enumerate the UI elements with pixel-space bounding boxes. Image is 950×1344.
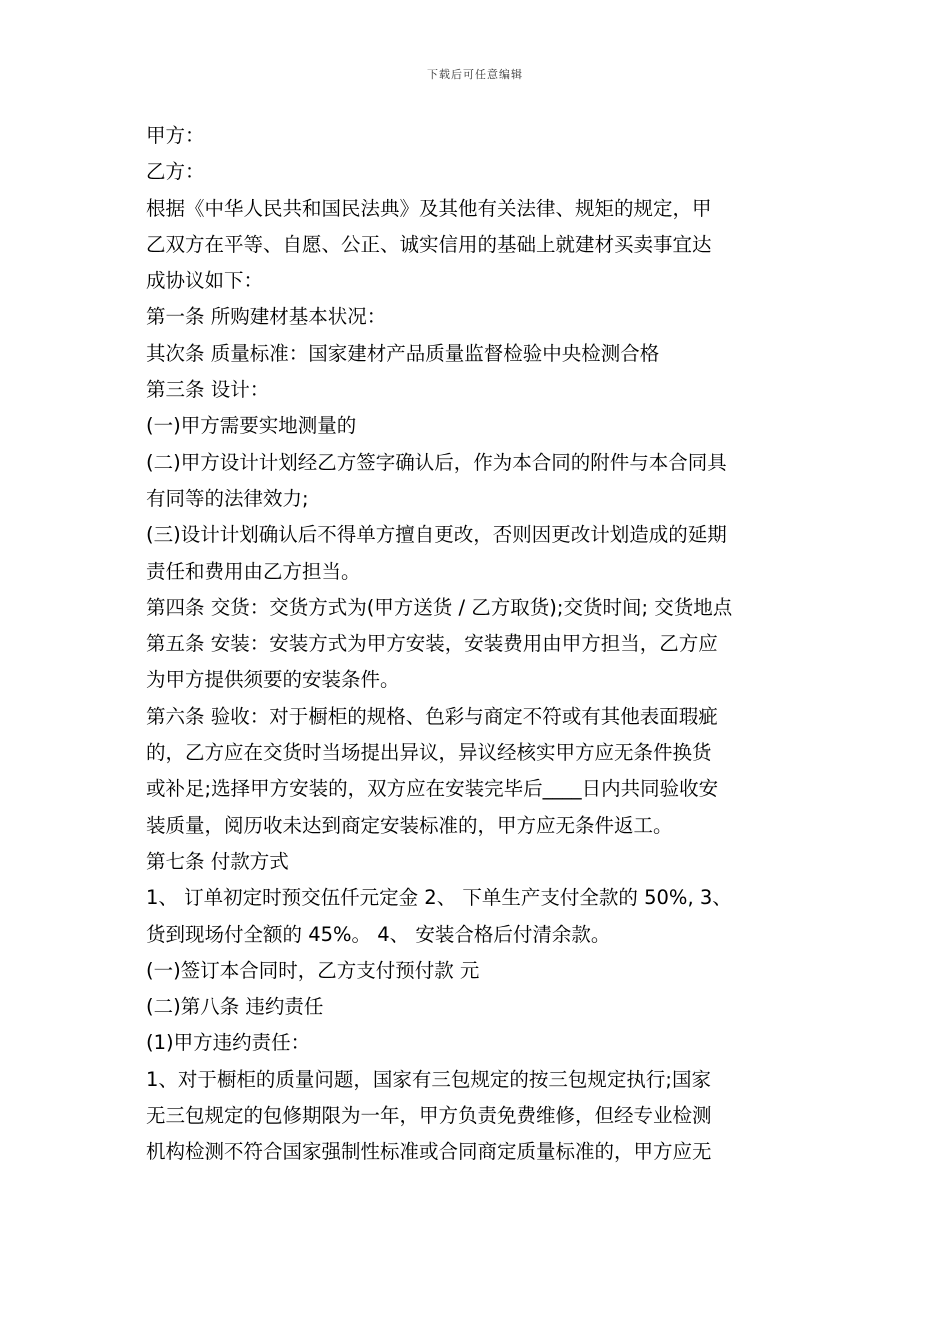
- document-body: [146, 118, 812, 1171]
- article-1-line: 第一条 所购建材基本状况：: [146, 305, 387, 329]
- preamble-line: 乙双方在平等、自愿、公正、诚实信用的基础上就建材买卖事宜达: [146, 232, 712, 256]
- payment-terms-line: 1、 订单初定时预交伍仟元定金 2、 下单生产支付全款的 50%, 3、: [146, 886, 732, 910]
- article-3-item-line: (一)甲方需要实地测量的: [146, 414, 357, 438]
- article-2-line: 其次条 质量标准：国家建材产品质量监督检验中央检测合格: [146, 341, 660, 365]
- article-8-line: (二)第八条 违约责任: [146, 995, 324, 1019]
- preamble-line: 根据《中华人民共和国民法典》及其他有关法律、规矩的规定，甲: [146, 196, 712, 220]
- party-b-line: 乙方：: [146, 160, 205, 184]
- article-6-line: 或补足;选择甲方安装的，双方应在安装完毕后____日内共同验收安: [146, 777, 719, 801]
- preamble-line: 成协议如下：: [146, 269, 264, 293]
- payment-terms-line: 货到现场付全额的 45%。 4、 安装合格后付清余款。: [146, 922, 611, 946]
- article-5-line: 第五条 安装：安装方式为甲方安装，安装费用由甲方担当，乙方应: [146, 632, 718, 656]
- article-7-line: 第七条 付款方式: [146, 849, 289, 873]
- article-6-line: 第六条 验收：对于橱柜的规格、色彩与商定不符或有其他表面瑕疵: [146, 704, 718, 728]
- article-3-line: 第三条 设计：: [146, 378, 270, 402]
- party-a-line: 甲方：: [146, 124, 205, 147]
- liability-item-line: 机构检测不符合国家强制性标准或合同商定质量标准的，甲方应无: [146, 1140, 712, 1164]
- article-3-item-line: 责任和费用由乙方担当。: [146, 559, 361, 583]
- header-note: 下载后可任意编辑: [427, 68, 523, 81]
- article-3-item-line: (二)甲方设计计划经乙方签字确认后，作为本合同的附件与本合同具: [146, 450, 727, 474]
- article-6-line: 装质量，阅历收未达到商定安装标准的，甲方应无条件返工。: [146, 813, 673, 837]
- article-4-line: 第四条 交货：交货方式为(甲方送货 / 乙方取货);交货时间; 交货地点: [146, 595, 733, 619]
- liability-item-line: 1、对于橱柜的质量问题，国家有三包规定的按三包规定执行;国家: [146, 1067, 711, 1091]
- article-3-item-line: 有同等的法律效力;: [146, 486, 309, 510]
- article-5-line: 为甲方提供须要的安装条件。: [146, 668, 400, 692]
- prepayment-line: (一)签订本合同时，乙方支付预付款 元: [146, 958, 480, 982]
- party-a-liability-line: (1)甲方违约责任：: [146, 1031, 311, 1055]
- article-3-item-line: (三)设计计划确认后不得单方擅自更改，否则因更改计划造成的延期: [146, 523, 727, 547]
- liability-item-line: 无三包规定的包修期限为一年，甲方负责免费维修，但经专业检测: [146, 1104, 712, 1128]
- article-6-line: 的，乙方应在交货时当场提出异议，异议经核实甲方应无条件换货: [146, 741, 712, 765]
